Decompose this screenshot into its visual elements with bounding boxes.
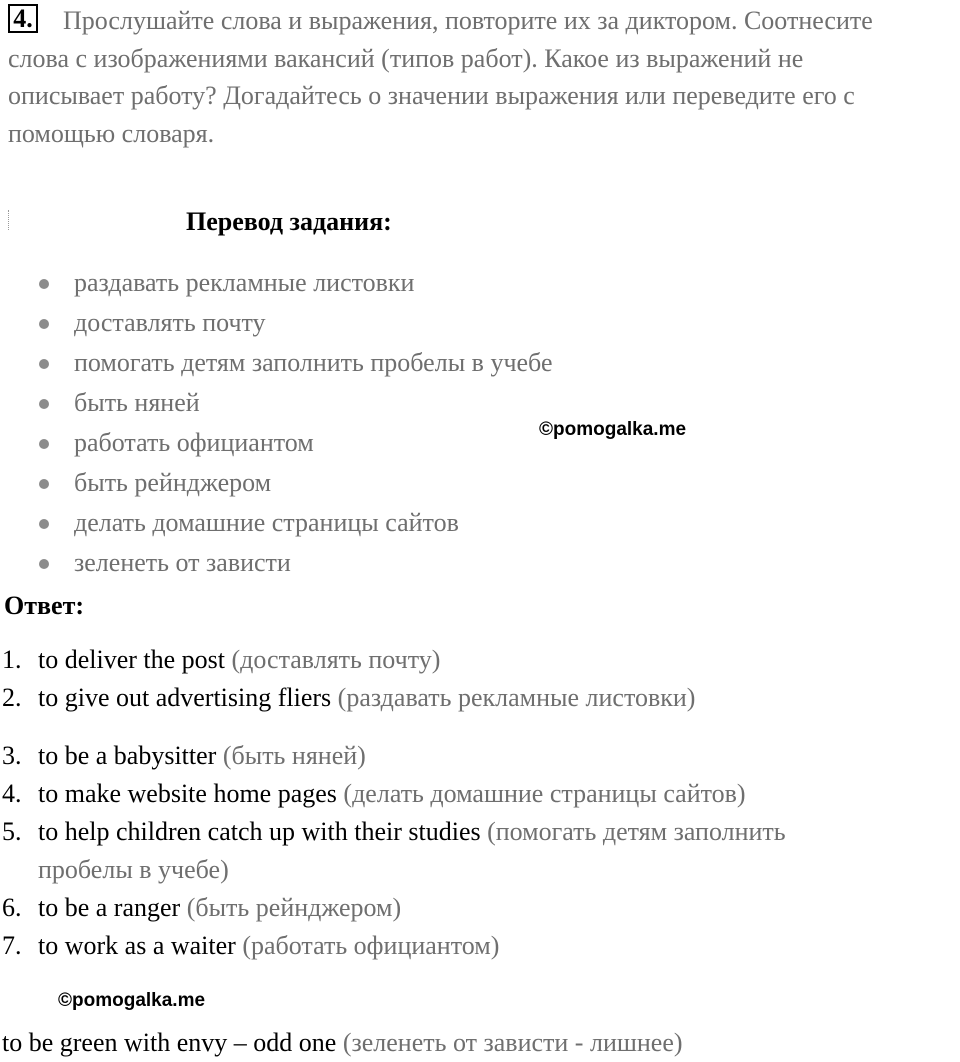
list-item-text: зеленеть от зависти [74, 548, 291, 577]
answer-russian: (помогать детям заполнить [487, 817, 786, 846]
answer-title: Ответ: [4, 591, 85, 620]
list-item [0, 383, 553, 423]
answer-english: to be a ranger [38, 893, 181, 922]
answer-english: to work as a waiter [38, 931, 236, 960]
answer-russian: (делать домашние страницы сайтов) [343, 779, 746, 808]
bullet-icon [39, 439, 49, 449]
answer-russian: (доставлять почту) [231, 645, 441, 674]
answer-number: 3. [2, 741, 22, 770]
answer-english: to deliver the post [38, 645, 226, 674]
list-item [0, 503, 553, 543]
list-item [0, 463, 553, 503]
list-item-text: помогать детям заполнить пробелы в учебе [74, 348, 553, 377]
answer-russian-continued: пробелы в учебе) [38, 855, 229, 884]
list-item [0, 343, 553, 383]
list-item [0, 423, 553, 463]
watermark: ©pomogalka.me [539, 419, 687, 440]
list-item-text: доставлять почту [74, 308, 266, 337]
answer-russian: (работать официантом) [242, 931, 500, 960]
answer-number: 5. [2, 817, 22, 846]
translation-title: Перевод задания: [186, 207, 392, 236]
odd-russian: (зеленеть от зависти - лишнее) [342, 1028, 683, 1057]
answer-english: to give out advertising fliers [38, 683, 332, 712]
list-item-text: быть рейнджером [74, 468, 272, 497]
answer-number: 2. [2, 683, 22, 712]
answer-number: 1. [2, 645, 22, 674]
bullet-icon [39, 519, 49, 529]
watermark: ©pomogalka.me [58, 990, 206, 1011]
list-item-text: делать домашние страницы сайтов [74, 508, 459, 537]
bullet-icon [39, 559, 49, 569]
list-item [0, 263, 553, 303]
bullet-icon [39, 319, 49, 329]
bullet-icon [39, 359, 49, 369]
answer-russian: (раздавать рекламные листовки) [337, 683, 696, 712]
list-item-text: раздавать рекламные листовки [74, 268, 415, 297]
task-instructions: Прослушайте слова и выражения, повторите их за диктором. Соотнесите слова с изображениями вакансий (типов работ). Какое из выражений не описывает работу? Догадайтесь о значении выражения или переведите его с помощью словаря. [8, 6, 873, 148]
list-item [0, 543, 553, 583]
list-item [0, 303, 553, 343]
margin-mark [8, 210, 10, 230]
answer-number: 4. [2, 779, 22, 808]
answer-english: to help children catch up with their studies [38, 817, 481, 846]
odd-one-out [2, 1024, 683, 1062]
translation-list [0, 263, 553, 583]
answer-number: 6. [2, 893, 22, 922]
answer-russian: (быть няней) [222, 741, 366, 770]
answer-english: to make website home pages [38, 779, 337, 808]
task-number-badge: 4. [8, 4, 38, 33]
bullet-icon [39, 479, 49, 489]
list-item-text: быть няней [74, 388, 200, 417]
answer-russian: (быть рейнджером) [186, 893, 402, 922]
odd-english: to be green with envy – odd one [2, 1028, 337, 1057]
bullet-icon [39, 399, 49, 409]
answer-english: to be a babysitter [38, 741, 217, 770]
bullet-icon [39, 279, 49, 289]
answer-number: 7. [2, 931, 22, 960]
list-item-text: работать официантом [74, 428, 314, 457]
